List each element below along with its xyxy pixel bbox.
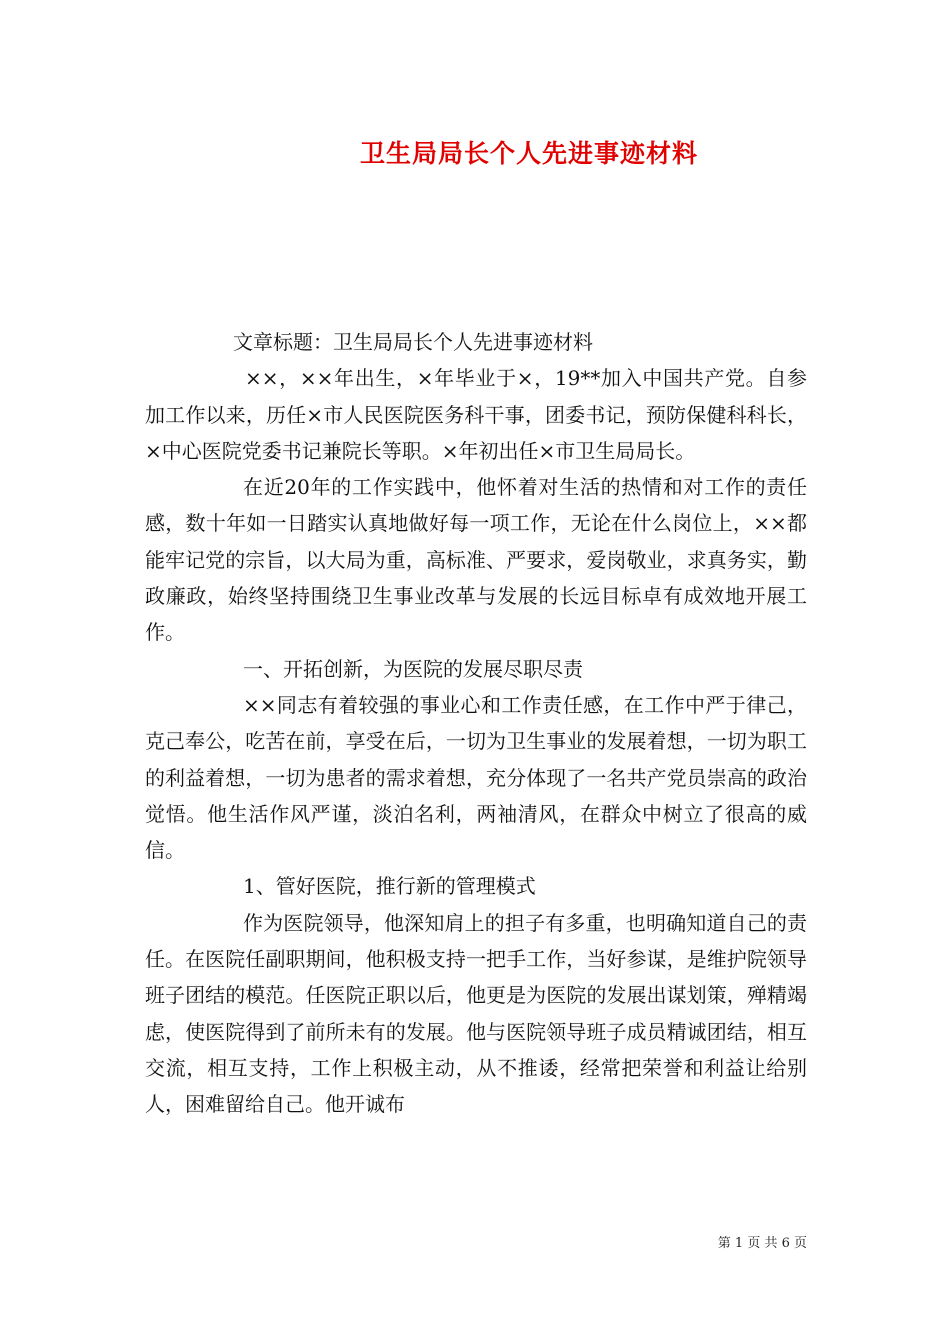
paragraph: ××，××年出生，×年毕业于×，19**加入中国共产党。自参加工作以来，历任×市人民医院医务科干事，团委书记，预防保健科科长，×中心医院党委书记兼院长等职。×年初出任×市卫生局局长。 xyxy=(145,366,807,463)
document-title: 卫生局局长个人先进事迹材料 xyxy=(359,139,698,168)
document-body xyxy=(145,324,807,1123)
page-number-footer: 第 1 页 共 6 页 xyxy=(717,1236,807,1251)
paragraph: ××同志有着较强的事业心和工作责任感，在工作中严于律己，克己奉公，吃苦在前，享受在后，一切为卫生事业的发展着想，一切为职工的利益着想，一切为患者的需求着想，充分体现了一名共产党员崇高的政治觉悟。他生活作风严谨，淡泊名利，两袖清风，在群众中树立了很高的威信。 xyxy=(145,692,807,863)
paragraph: 在近20年的工作实践中，他怀着对生活的热情和对工作的责任感，数十年如一日踏实认真地做好每一项工作，无论在什么岗位上，××都能牢记党的宗旨，以大局为重，高标准、严要求，爱岗敬业，求真务实，勤政廉政，始终坚持围绕卫生事业改革与发展的长远目标卓有成效地开展工作。 xyxy=(145,475,807,645)
subsection-heading: 1、管好医院，推行新的管理模式 xyxy=(243,874,536,899)
paragraph-article-title: 文章标题：卫生局局长个人先进事迹材料 xyxy=(233,330,593,354)
section-heading: 一、开拓创新，为医院的发展尽职尽责 xyxy=(243,656,583,681)
paragraph: 作为医院领导，他深知肩上的担子有多重，也明确知道自己的责任。在医院任副职期间，他积极支持一把手工作，当好参谋，是维护院领导班子团结的模范。任医院正职以后，他更是为医院的发展出谋划策，殚精竭虑，使医院得到了前所未有的发展。他与医院领导班子成员精诚团结，相互交流，相互支持，工作上积极主动，从不推诿，经常把荣誉和利益让给别人，困难留给自己。他开诚布 xyxy=(145,910,807,1117)
